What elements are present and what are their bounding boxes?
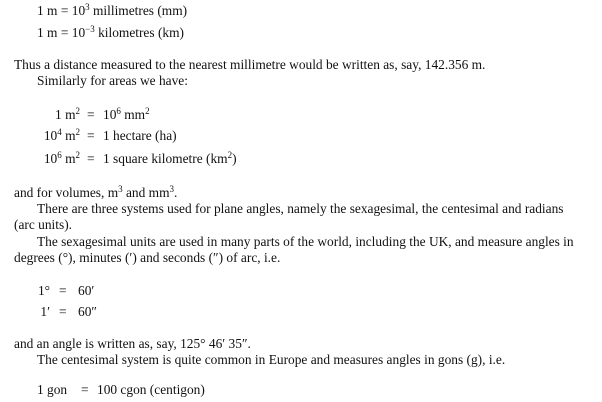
- equation-base: 10: [71, 25, 86, 40]
- equation-lhs: $10^4$ $m^2$: [43, 127, 80, 143]
- equation-operator: =: [87, 107, 95, 122]
- equation-base: 10: [71, 3, 86, 18]
- equation-operator: =: [60, 3, 69, 18]
- equation-lhs: 1 m: [37, 3, 58, 18]
- equation-rhs: 60′: [78, 283, 95, 298]
- paragraph-areas-intro: Similarly for areas we have:: [37, 73, 188, 88]
- paragraph-angle-systems-line2: (arc units).: [14, 217, 73, 232]
- equation-lhs: 1 gon: [37, 382, 68, 397]
- equation-operator: =: [87, 151, 95, 166]
- equation-area-mm2: [0, 107, 602, 123]
- paragraph-distance: Thus a distance measured to the nearest millimetre would be written as, say, 142.356 m.: [14, 57, 486, 72]
- paragraph-sexagesimal-line1: The sexagesimal units are used in many parts of the world, including the UK, and measure angles in: [37, 234, 574, 249]
- equation-lhs: 1°: [37, 283, 50, 298]
- equation-metre-kilometre: [37, 25, 184, 41]
- equation-operator: =: [87, 128, 95, 143]
- equation-operator: =: [81, 382, 89, 397]
- paragraph-angle-systems-line1: There are three systems used for plane angles, namely the sexagesimal, the centesimal and radians: [37, 201, 564, 216]
- equation-rhs: $10^6$ $mm^2$: [103, 106, 150, 122]
- equation-operator: =: [59, 283, 67, 298]
- equation-rhs: 1 hectare (ha): [103, 128, 177, 143]
- equation-operator: =: [59, 304, 67, 319]
- equation-rhs-tail: kilometres (km): [94, 25, 184, 40]
- paragraph-sexagesimal-line2: degrees (°), minutes (′) and seconds (″) of arc, i.e.: [14, 250, 281, 265]
- equation-operator: =: [60, 25, 69, 40]
- paragraph-centesimal: The centesimal system is quite common in Europe and measures angles in gons (g), i.e.: [37, 352, 506, 367]
- equation-lhs: $10^6$ $m^2$: [43, 150, 80, 166]
- equation-lhs: 1′: [40, 304, 50, 319]
- equation-rhs: 60″: [78, 304, 97, 319]
- equation-exponent: 3: [85, 2, 90, 12]
- equation-degree-minutes: [0, 283, 602, 299]
- equation-rhs: 1 square kilometre $(km^2)$: [103, 150, 237, 166]
- equation-minute-seconds: [0, 304, 602, 320]
- equation-rhs: 100 cgon (centigon): [97, 382, 205, 397]
- equation-lhs: 1 $m^2$: [55, 106, 80, 122]
- equation-gon-centigon: [0, 382, 602, 398]
- equation-rhs-tail: millimetres (mm): [89, 3, 188, 18]
- paragraph-angle-example: and an angle is written as, say, 125° 46′ 35″.: [14, 336, 251, 351]
- equation-area-hectare: [0, 128, 602, 144]
- equation-lhs: 1 m: [37, 25, 58, 40]
- equation-area-square-kilometre: [0, 151, 602, 167]
- equation-metre-millimetre: [37, 3, 187, 19]
- equation-exponent: −3: [85, 24, 95, 34]
- paragraph-volumes: and for volumes, $m^3$ and $mm^3$.: [14, 184, 178, 200]
